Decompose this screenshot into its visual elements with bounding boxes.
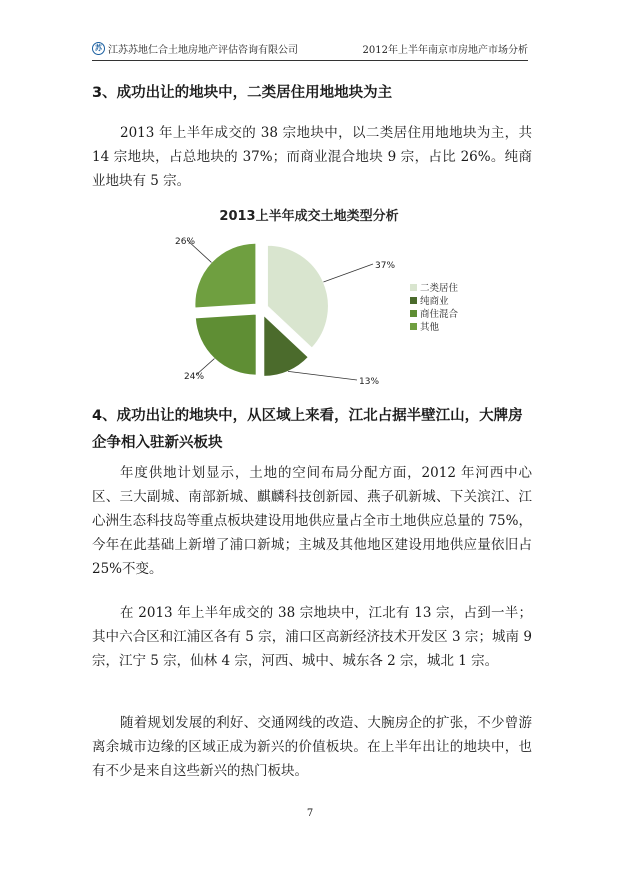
data-label-0: 37%	[375, 261, 396, 271]
data-label-3: 26%	[175, 237, 196, 247]
report-title: 2012年上半年南京市房地产市场分析	[362, 45, 528, 56]
page-header	[92, 40, 528, 60]
section4-paragraph3: 随着规划发展的利好、交通网线的改造、大腕房企的扩张，不少曾游离余城市边缘的区域正成为新兴的价值板块。在上半年出让的地块中，也有不少是来自这些新兴的热门板块。	[92, 715, 532, 779]
section3-heading: 3、成功出让的地块中，二类居住用地地块为主	[92, 85, 393, 101]
chart-title: 2013上半年成交土地类型分析	[219, 209, 399, 224]
company-logo-icon: 苏	[92, 42, 105, 55]
legend-swatch-3	[410, 323, 417, 330]
section4-paragraph1: 年度供地计划显示，土地的空间布局分配方面，2012 年河西中心区、三大副城、南部新城、麒麟科技创新园、燕子矶新城、下关滨江、江心洲生态科技岛等重点板块建设用地供应量占全市土地供应总量的 75%，今年在此基础上新增了浦口新城；主城及其他地区建设用地供应量依旧占 25%不变。	[92, 465, 532, 577]
section4-paragraph2: 在 2013 年上半年成交的 38 宗地块中，江北有 13 宗，占到一半；其中六合区和江浦区各有 5 宗，浦口区高新经济技术开发区 3 宗；城南 9 宗，江宁 5 宗，仙林 4 宗，河西、城中、城东各 2 宗，城北 1 宗。	[92, 605, 532, 669]
header-rule	[92, 60, 528, 61]
legend-label-0: 二类居住	[420, 283, 459, 294]
legend-swatch-0	[410, 284, 417, 291]
legend-swatch-2	[410, 310, 417, 317]
section3-paragraph: 2013 年上半年成交的 38 宗地块中，以二类居住用地地块为主，共 14 宗地块，占总地块的 37%；而商业混合地块 9 宗，占比 26%。纯商业地块有 5 宗。	[92, 125, 532, 189]
legend-swatch-1	[410, 297, 417, 304]
section4-heading	[92, 403, 532, 457]
section4-heading-line2: 企争相入驻新兴板块	[92, 435, 223, 451]
section4-heading-line1: 4、成功出让的地块中，从区域上来看，江北占据半壁江山，大牌房	[92, 408, 523, 424]
page-number: 7	[306, 808, 314, 819]
legend-label-1: 纯商业	[420, 296, 449, 307]
data-label-2: 24%	[184, 372, 205, 382]
data-label-1: 13%	[359, 377, 380, 387]
company-name: 江苏苏地仁合土地房地产评估咨询有限公司	[108, 45, 298, 56]
land-type-pie-chart	[144, 199, 474, 389]
legend-label-2: 商住混合	[420, 309, 459, 320]
legend-label-3: 其他	[420, 322, 440, 333]
